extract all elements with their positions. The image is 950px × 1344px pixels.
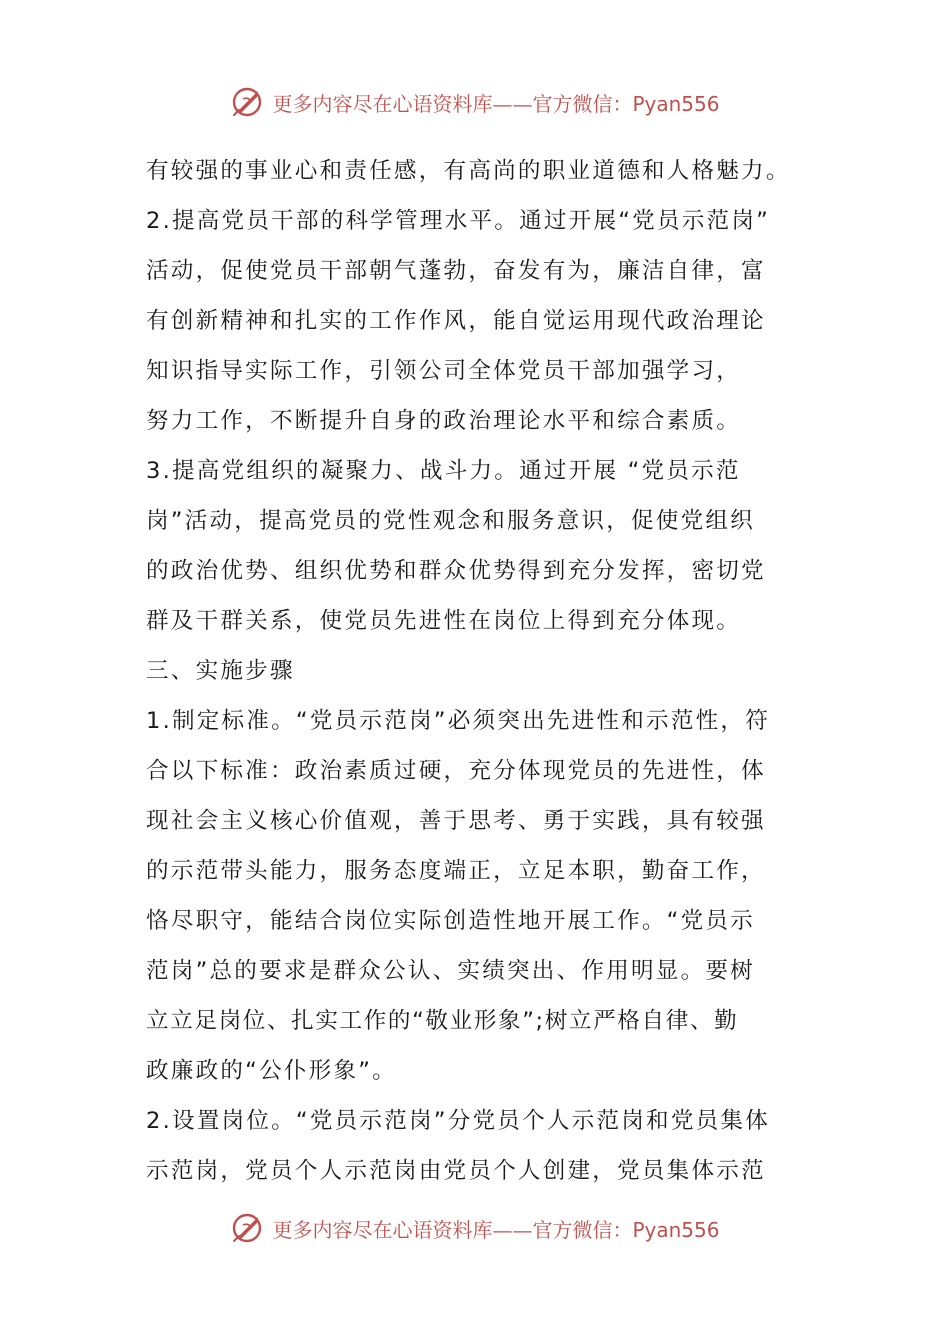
text-line: 合以下标准：政治素质过硬，充分体现党员的先进性，体 xyxy=(146,758,766,784)
watermark-text xyxy=(272,88,719,117)
watermark-wechat: 官方微信：Pyan556 xyxy=(532,91,720,116)
text-line: 有创新精神和扎实的工作作风，能自觉运用现代政治理论 xyxy=(146,308,766,334)
text-line: 立立足岗位、扎实工作的“敬业形象”;树立严格自律、勤 xyxy=(146,1008,739,1034)
watermark-site-name: 更多内容尽在心语资料库 xyxy=(272,91,493,116)
text-line: 政廉政的“公仆形象”。 xyxy=(146,1058,397,1084)
watermark-text xyxy=(272,1214,719,1243)
document-body xyxy=(146,146,812,1196)
text-line: 恪尽职守，能结合岗位实际创造性地开展工作。“党员示 xyxy=(146,908,755,934)
footer-watermark-banner xyxy=(0,1208,950,1248)
text-line: 活动，促使党员干部朝气蓬勃，奋发有为，廉洁自律，富 xyxy=(146,258,766,284)
text-line: 示范岗，党员个人示范岗由党员个人创建，党员集体示范 xyxy=(146,1158,766,1184)
text-line: 群及干群关系，使党员先进性在岗位上得到充分体现。 xyxy=(146,608,742,634)
text-line: 范岗”总的要求是群众公认、实绩突出、作用明显。要树 xyxy=(146,958,755,984)
text-line: 3.提高党组织的凝聚力、战斗力。通过开展 “党员示范 xyxy=(146,458,741,484)
text-line: 的示范带头能力，服务态度端正，立足本职，勤奋工作， xyxy=(146,858,766,884)
text-line: 2.提高党员干部的科学管理水平。通过开展“党员示范岗” xyxy=(146,208,771,234)
watermark-separator: —— xyxy=(492,91,533,116)
header-watermark-banner xyxy=(0,82,950,122)
text-line: 有较强的事业心和责任感，有高尚的职业道德和人格魅力。 xyxy=(146,158,791,184)
watermark-wechat: 官方微信：Pyan556 xyxy=(532,1217,720,1242)
watermark-separator: —— xyxy=(492,1217,533,1242)
section-heading: 三、实施步骤 xyxy=(146,658,295,684)
text-line: 努力工作，不断提升自身的政治理论水平和综合素质。 xyxy=(146,408,742,434)
text-line: 知识指导实际工作，引领公司全体党员干部加强学习， xyxy=(146,358,742,384)
watermark-site-name: 更多内容尽在心语资料库 xyxy=(272,1217,493,1242)
text-line: 2.设置岗位。“党员示范岗”分党员个人示范岗和党员集体 xyxy=(146,1108,771,1134)
text-line: 现社会主义核心价值观，善于思考、勇于实践，具有较强 xyxy=(146,808,766,834)
pen-nib-logo-icon xyxy=(230,85,264,119)
text-line: 的政治优势、组织优势和群众优势得到充分发挥，密切党 xyxy=(146,558,766,584)
pen-nib-logo-icon xyxy=(230,1211,264,1245)
text-line: 岗”活动，提高党员的党性观念和服务意识，促使党组织 xyxy=(146,508,755,534)
text-line: 1.制定标准。“党员示范岗”必须突出先进性和示范性，符 xyxy=(146,708,771,734)
